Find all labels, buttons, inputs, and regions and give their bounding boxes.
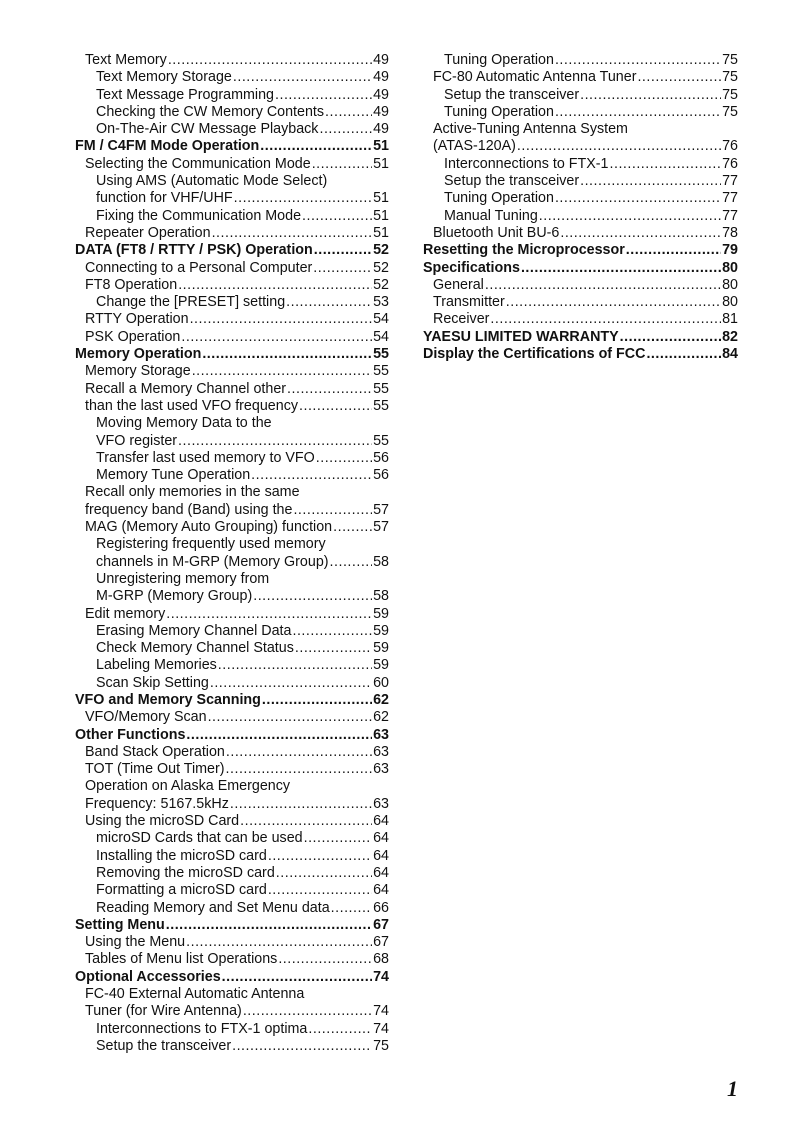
toc-entry-page: 51 xyxy=(373,190,389,207)
toc-entry-title: Display the Certifications of FCC xyxy=(423,346,646,363)
toc-entry[interactable] xyxy=(75,208,389,225)
toc-entry-page: 49 xyxy=(373,69,389,86)
toc-entry[interactable] xyxy=(423,104,738,121)
toc-leader-dots xyxy=(202,346,372,363)
toc-entry[interactable] xyxy=(75,225,389,242)
toc-entry-page: 82 xyxy=(722,328,738,345)
toc-leader-dots xyxy=(262,692,372,709)
toc-leader-dots xyxy=(168,52,372,69)
toc-entry-page: 59 xyxy=(373,605,389,622)
toc-entry-page: 59 xyxy=(373,657,389,674)
toc-leader-dots xyxy=(517,138,721,155)
toc-leader-dots xyxy=(243,1003,372,1020)
toc-entry-page: 51 xyxy=(373,138,389,155)
toc-entry[interactable] xyxy=(75,623,389,640)
toc-entry-page: 53 xyxy=(373,294,389,311)
toc-entry[interactable] xyxy=(75,311,389,328)
toc-entry[interactable] xyxy=(75,52,389,69)
toc-leader-dots xyxy=(260,138,372,155)
toc-leader-dots xyxy=(232,1038,372,1055)
toc-leader-dots xyxy=(560,225,721,242)
toc-leader-dots xyxy=(490,311,721,328)
toc-leader-dots xyxy=(268,848,372,865)
toc-entry-title: Check Memory Channel Status xyxy=(96,640,294,657)
toc-entry-page: 77 xyxy=(722,190,738,207)
toc-entry-page: 64 xyxy=(373,813,389,830)
toc-entry-page: 84 xyxy=(722,346,738,363)
toc-entry-page: 81 xyxy=(722,311,738,328)
toc-section-entry[interactable] xyxy=(75,917,389,934)
toc-entry[interactable] xyxy=(423,156,738,173)
toc-entry-page: 78 xyxy=(722,224,738,241)
toc-entry[interactable] xyxy=(75,1003,389,1020)
toc-entry-page: 75 xyxy=(373,1037,389,1054)
toc-right-column xyxy=(423,52,738,363)
toc-entry-title: FC-80 Automatic Antenna Tuner xyxy=(433,69,637,86)
toc-entry-title: Scan Skip Setting xyxy=(96,674,209,691)
toc-entry-title: Edit memory xyxy=(85,605,166,622)
toc-entry-title: FT8 Operation xyxy=(85,276,178,293)
toc-entry-title: Selecting the Communication Mode xyxy=(85,155,311,172)
toc-entry-page: 62 xyxy=(373,691,389,708)
toc-leader-dots xyxy=(312,156,372,173)
toc-leader-dots xyxy=(316,450,372,467)
toc-entry[interactable] xyxy=(75,778,389,795)
toc-leader-dots xyxy=(555,52,721,69)
toc-entry[interactable] xyxy=(423,52,738,69)
toc-section-entry[interactable] xyxy=(75,969,389,986)
toc-leader-dots xyxy=(314,242,372,259)
toc-entry[interactable] xyxy=(75,415,389,432)
toc-leader-dots xyxy=(637,69,721,86)
toc-leader-dots xyxy=(580,87,721,104)
toc-entry-page: 56 xyxy=(373,467,389,484)
toc-leader-dots xyxy=(268,882,372,899)
toc-entry-page: 74 xyxy=(373,1003,389,1020)
toc-entry-title: than the last used VFO frequency xyxy=(85,397,298,414)
toc-entry-title: Change the [PRESET] setting xyxy=(96,294,286,311)
toc-leader-dots xyxy=(646,346,721,363)
toc-entry-title: Removing the microSD card xyxy=(96,864,275,881)
toc-entry[interactable] xyxy=(75,744,389,761)
toc-entry[interactable] xyxy=(423,208,738,225)
toc-entry-page: 80 xyxy=(722,294,738,311)
toc-entry-page: 64 xyxy=(373,864,389,881)
toc-entry-title: General xyxy=(433,276,484,293)
toc-entry[interactable] xyxy=(75,588,389,605)
toc-leader-dots xyxy=(295,640,372,657)
toc-entry-page: 59 xyxy=(373,640,389,657)
toc-entry[interactable] xyxy=(75,813,389,830)
toc-entry-page: 76 xyxy=(722,138,738,155)
toc-entry-title: Frequency: 5167.5kHz xyxy=(85,795,229,812)
toc-entry-title: frequency band (Band) using the xyxy=(85,501,293,518)
toc-leader-dots xyxy=(302,208,372,225)
toc-entry-page: 58 xyxy=(373,553,389,570)
toc-leader-dots xyxy=(210,675,372,692)
toc-leader-dots xyxy=(506,294,721,311)
toc-entry-page: 79 xyxy=(722,242,738,259)
toc-leader-dots xyxy=(166,917,372,934)
toc-entry[interactable] xyxy=(75,450,389,467)
toc-entry-page: 75 xyxy=(722,103,738,120)
toc-leader-dots xyxy=(331,900,372,917)
toc-entry-page: 75 xyxy=(722,52,738,68)
toc-section-entry[interactable] xyxy=(75,692,389,709)
toc-leader-dots xyxy=(521,260,721,277)
toc-leader-dots xyxy=(186,727,372,744)
toc-leader-dots xyxy=(218,657,372,674)
toc-entry-page: 62 xyxy=(373,709,389,726)
toc-entry[interactable] xyxy=(75,381,389,398)
toc-entry-title: Bluetooth Unit BU-6 xyxy=(433,224,560,241)
toc-entry-title: Moving Memory Data to the xyxy=(96,415,272,432)
toc-entry-page: 77 xyxy=(722,173,738,190)
toc-entry[interactable] xyxy=(75,329,389,346)
toc-entry-title: Repeater Operation xyxy=(85,224,211,241)
toc-entry-title: DATA (FT8 / RTTY / PSK) Operation xyxy=(75,242,313,259)
toc-leader-dots xyxy=(313,260,372,277)
toc-entry-page: 68 xyxy=(373,951,389,968)
toc-leader-dots xyxy=(299,398,372,415)
toc-entry-title: Tuning Operation xyxy=(444,190,554,207)
toc-entry-title: Setup the transceiver xyxy=(96,1037,232,1054)
toc-entry[interactable] xyxy=(75,571,389,588)
toc-entry-title: Specifications xyxy=(423,259,520,276)
toc-entry-title: Text Memory xyxy=(85,52,167,68)
toc-entry-title: Installing the microSD card xyxy=(96,847,267,864)
toc-entry[interactable] xyxy=(75,467,389,484)
toc-leader-dots xyxy=(292,623,372,640)
toc-entry[interactable] xyxy=(75,796,389,813)
toc-entry[interactable] xyxy=(75,848,389,865)
toc-entry[interactable] xyxy=(75,675,389,692)
toc-entry-page: 64 xyxy=(373,847,389,864)
toc-entry[interactable] xyxy=(75,951,389,968)
toc-section-entry[interactable] xyxy=(75,242,389,259)
toc-entry-title: Connecting to a Personal Computer xyxy=(85,259,313,276)
toc-entry-page: 55 xyxy=(373,380,389,397)
toc-leader-dots xyxy=(485,277,721,294)
toc-entry-title: Formatting a microSD card xyxy=(96,882,267,899)
toc-entry-title: Receiver xyxy=(433,311,490,328)
toc-leader-dots xyxy=(555,104,721,121)
toc-leader-dots xyxy=(304,830,372,847)
toc-entry[interactable] xyxy=(75,519,389,536)
toc-entry-title: RTTY Operation xyxy=(85,311,189,328)
toc-entry-page: 58 xyxy=(373,588,389,605)
toc-leader-dots xyxy=(208,709,373,726)
toc-entry-title: function for VHF/UHF xyxy=(96,190,233,207)
toc-entry[interactable] xyxy=(75,865,389,882)
toc-entry-page: 76 xyxy=(722,155,738,172)
toc-entry-title: Text Message Programming xyxy=(96,86,274,103)
toc-leader-dots xyxy=(278,951,372,968)
toc-entry-title: channels in M-GRP (Memory Group) xyxy=(96,553,329,570)
toc-entry-title: YAESU LIMITED WARRANTY xyxy=(423,328,619,345)
toc-entry-title: Checking the CW Memory Contents xyxy=(96,103,325,120)
toc-entry-title: Setup the transceiver xyxy=(444,173,580,190)
toc-section-entry[interactable] xyxy=(75,727,389,744)
toc-entry-title: Interconnections to FTX-1 xyxy=(444,155,609,172)
toc-entry[interactable] xyxy=(75,260,389,277)
toc-entry[interactable] xyxy=(75,87,389,104)
toc-entry-title: Tuning Operation xyxy=(444,52,554,68)
toc-entry[interactable] xyxy=(75,761,389,778)
toc-entry-title: PSK Operation xyxy=(85,328,181,345)
toc-entry-page: 51 xyxy=(373,155,389,172)
toc-entry-page: 57 xyxy=(373,501,389,518)
toc-entry-page: 64 xyxy=(373,830,389,847)
toc-leader-dots xyxy=(286,294,372,311)
toc-entry-page: 49 xyxy=(373,52,389,68)
toc-entry-title: Setting Menu xyxy=(75,916,165,933)
toc-entry-title: Using the microSD Card xyxy=(85,813,240,830)
toc-entry-title: M-GRP (Memory Group) xyxy=(96,588,253,605)
toc-entry[interactable] xyxy=(423,69,738,86)
toc-entry[interactable] xyxy=(75,502,389,519)
toc-entry-title: TOT (Time Out Timer) xyxy=(85,761,225,778)
toc-entry[interactable] xyxy=(75,363,389,380)
toc-entry-title: FC-40 External Automatic Antenna xyxy=(85,986,305,1003)
toc-entry-title: Recall a Memory Channel other xyxy=(85,380,287,397)
toc-entry-title: Active-Tuning Antenna System xyxy=(433,121,628,138)
toc-leader-dots xyxy=(234,190,372,207)
toc-entry-title: VFO register xyxy=(96,432,178,449)
toc-entry-page: 63 xyxy=(373,761,389,778)
toc-entry[interactable] xyxy=(75,882,389,899)
toc-entry-page: 64 xyxy=(373,882,389,899)
toc-entry-page: 54 xyxy=(373,311,389,328)
toc-leader-dots xyxy=(230,796,372,813)
toc-entry-title: MAG (Memory Auto Grouping) function xyxy=(85,519,333,536)
toc-entry-page: 74 xyxy=(373,1020,389,1037)
toc-entry[interactable] xyxy=(423,294,738,311)
toc-entry-page: 54 xyxy=(373,328,389,345)
toc-entry-page: 55 xyxy=(373,363,389,380)
toc-entry-title: On-The-Air CW Message Playback xyxy=(96,121,319,138)
toc-entry[interactable] xyxy=(75,277,389,294)
toc-entry-page: 52 xyxy=(373,259,389,276)
toc-entry-page: 75 xyxy=(722,69,738,86)
toc-entry-title: microSD Cards that can be used xyxy=(96,830,303,847)
toc-entry-page: 63 xyxy=(373,726,389,743)
toc-entry[interactable] xyxy=(75,536,389,553)
toc-entry-page: 55 xyxy=(373,346,389,363)
toc-leader-dots xyxy=(186,934,372,951)
toc-entry-page: 80 xyxy=(722,276,738,293)
toc-entry-page: 51 xyxy=(373,207,389,224)
toc-section-entry[interactable] xyxy=(75,346,389,363)
toc-leader-dots xyxy=(240,813,372,830)
toc-entry-page: 52 xyxy=(373,276,389,293)
toc-entry[interactable] xyxy=(75,69,389,86)
toc-entry-page: 67 xyxy=(373,934,389,951)
toc-entry-title: Memory Tune Operation xyxy=(96,467,251,484)
toc-entry-page: 66 xyxy=(373,899,389,916)
toc-entry-title: Memory Operation xyxy=(75,346,202,363)
toc-entry-page: 49 xyxy=(373,86,389,103)
toc-entry-title: Labeling Memories xyxy=(96,657,217,674)
toc-entry-page: 55 xyxy=(373,432,389,449)
toc-entry-title: Memory Storage xyxy=(85,363,191,380)
toc-entry[interactable] xyxy=(423,87,738,104)
toc-entry-title: Tuning Operation xyxy=(444,103,554,120)
toc-leader-dots xyxy=(308,1021,372,1038)
toc-entry[interactable] xyxy=(75,986,389,1003)
toc-leader-dots xyxy=(333,519,372,536)
toc-entry[interactable] xyxy=(75,554,389,571)
toc-leader-dots xyxy=(226,744,372,761)
toc-leader-dots xyxy=(319,121,372,138)
toc-entry[interactable] xyxy=(423,121,738,138)
toc-entry[interactable] xyxy=(75,190,389,207)
toc-entry-page: 56 xyxy=(373,449,389,466)
toc-entry-page: 49 xyxy=(373,121,389,138)
toc-entry-title: Registering frequently used memory xyxy=(96,536,326,553)
toc-entry-page: 63 xyxy=(373,795,389,812)
toc-entry-title: Other Functions xyxy=(75,726,186,743)
toc-entry-title: Manual Tuning xyxy=(444,207,538,224)
toc-entry-title: Resetting the Microprocessor xyxy=(423,242,625,259)
toc-entry-title: Reading Memory and Set Menu data xyxy=(96,899,330,916)
toc-entry[interactable] xyxy=(423,190,738,207)
toc-entry-page: 55 xyxy=(373,397,389,414)
toc-entry[interactable] xyxy=(423,173,738,190)
toc-leader-dots xyxy=(233,69,372,86)
toc-entry-title: Transmitter xyxy=(433,294,505,311)
toc-leader-dots xyxy=(181,329,372,346)
toc-entry-title: Setup the transceiver xyxy=(444,86,580,103)
toc-leader-dots xyxy=(276,865,372,882)
toc-entry-title: FM / C4FM Mode Operation xyxy=(75,138,260,155)
toc-leader-dots xyxy=(610,156,722,173)
toc-entry-page: 75 xyxy=(722,86,738,103)
toc-entry[interactable] xyxy=(75,433,389,450)
toc-entry[interactable] xyxy=(75,484,389,501)
toc-entry-title: Using the Menu xyxy=(85,934,186,951)
toc-entry-title: (ATAS-120A) xyxy=(433,138,516,155)
toc-entry-page: 51 xyxy=(373,224,389,241)
toc-entry[interactable] xyxy=(75,104,389,121)
toc-entry-page: 80 xyxy=(722,259,738,276)
toc-leader-dots xyxy=(626,242,721,259)
toc-entry-title: Operation on Alaska Emergency xyxy=(85,778,291,795)
toc-entry-title: Fixing the Communication Mode xyxy=(96,207,302,224)
toc-entry[interactable] xyxy=(75,1021,389,1038)
toc-leader-dots xyxy=(539,208,721,225)
toc-entry-page: 77 xyxy=(722,207,738,224)
toc-entry-title: Transfer last used memory to VFO xyxy=(96,449,315,466)
toc-section-entry[interactable] xyxy=(423,346,738,363)
toc-entry-title: Optional Accessories xyxy=(75,968,221,985)
toc-leader-dots xyxy=(251,467,372,484)
toc-leader-dots xyxy=(620,329,721,346)
toc-entry[interactable] xyxy=(75,640,389,657)
toc-leader-dots xyxy=(325,104,372,121)
toc-entry[interactable] xyxy=(75,294,389,311)
page-number: 1 xyxy=(727,1076,738,1101)
toc-leader-dots xyxy=(178,433,372,450)
toc-entry[interactable] xyxy=(75,934,389,951)
toc-leader-dots xyxy=(192,363,372,380)
toc-leader-dots xyxy=(178,277,372,294)
toc-entry[interactable] xyxy=(75,709,389,726)
toc-entry-title: Text Memory Storage xyxy=(96,69,232,86)
toc-entry-page: 59 xyxy=(373,622,389,639)
toc-entry-page: 49 xyxy=(373,103,389,120)
toc-entry[interactable] xyxy=(423,138,738,155)
toc-entry-title: Band Stack Operation xyxy=(85,743,225,760)
toc-leader-dots xyxy=(166,606,372,623)
toc-entry-title: Tuner (for Wire Antenna) xyxy=(85,1003,242,1020)
toc-leader-dots xyxy=(275,87,372,104)
toc-entry-title: Erasing Memory Channel Data xyxy=(96,622,292,639)
toc-entry[interactable] xyxy=(75,606,389,623)
toc-entry[interactable] xyxy=(75,173,389,190)
toc-section-entry[interactable] xyxy=(423,260,738,277)
toc-leader-dots xyxy=(222,969,372,986)
toc-entry-page: 63 xyxy=(373,743,389,760)
toc-leader-dots xyxy=(293,502,372,519)
toc-entry[interactable] xyxy=(75,830,389,847)
toc-entry-title: VFO and Memory Scanning xyxy=(75,691,261,708)
toc-section-entry[interactable] xyxy=(423,329,738,346)
toc-leader-dots xyxy=(580,173,721,190)
toc-entry-title: Using AMS (Automatic Mode Select) xyxy=(96,173,328,190)
toc-entry[interactable] xyxy=(75,121,389,138)
toc-entry[interactable] xyxy=(75,657,389,674)
toc-leader-dots xyxy=(287,381,372,398)
toc-leader-dots xyxy=(190,311,373,328)
toc-entry-title: Interconnections to FTX-1 optima xyxy=(96,1020,308,1037)
toc-entry[interactable] xyxy=(75,156,389,173)
toc-entry-title: Tables of Menu list Operations xyxy=(85,951,278,968)
toc-leader-dots xyxy=(253,588,372,605)
toc-entry-title: VFO/Memory Scan xyxy=(85,709,207,726)
toc-leader-dots xyxy=(330,554,373,571)
toc-entry-title: Recall only memories in the same xyxy=(85,484,300,501)
toc-entry-page: 60 xyxy=(373,674,389,691)
toc-entry[interactable] xyxy=(423,277,738,294)
toc-entry[interactable] xyxy=(423,225,738,242)
toc-entry-page: 67 xyxy=(373,916,389,933)
toc-entry[interactable] xyxy=(75,398,389,415)
toc-leader-dots xyxy=(555,190,721,207)
toc-entry[interactable] xyxy=(423,311,738,328)
toc-entry[interactable] xyxy=(75,900,389,917)
toc-entry[interactable] xyxy=(75,1038,389,1055)
toc-section-entry[interactable] xyxy=(423,242,738,259)
toc-entry-page: 57 xyxy=(373,519,389,536)
toc-entry-title: Unregistering memory from xyxy=(96,570,270,587)
toc-leader-dots xyxy=(226,761,373,778)
toc-entry-page: 52 xyxy=(373,242,389,259)
toc-left-column xyxy=(75,52,389,1055)
toc-leader-dots xyxy=(212,225,373,242)
toc-entry-page: 74 xyxy=(373,968,389,985)
toc-section-entry[interactable] xyxy=(75,138,389,155)
